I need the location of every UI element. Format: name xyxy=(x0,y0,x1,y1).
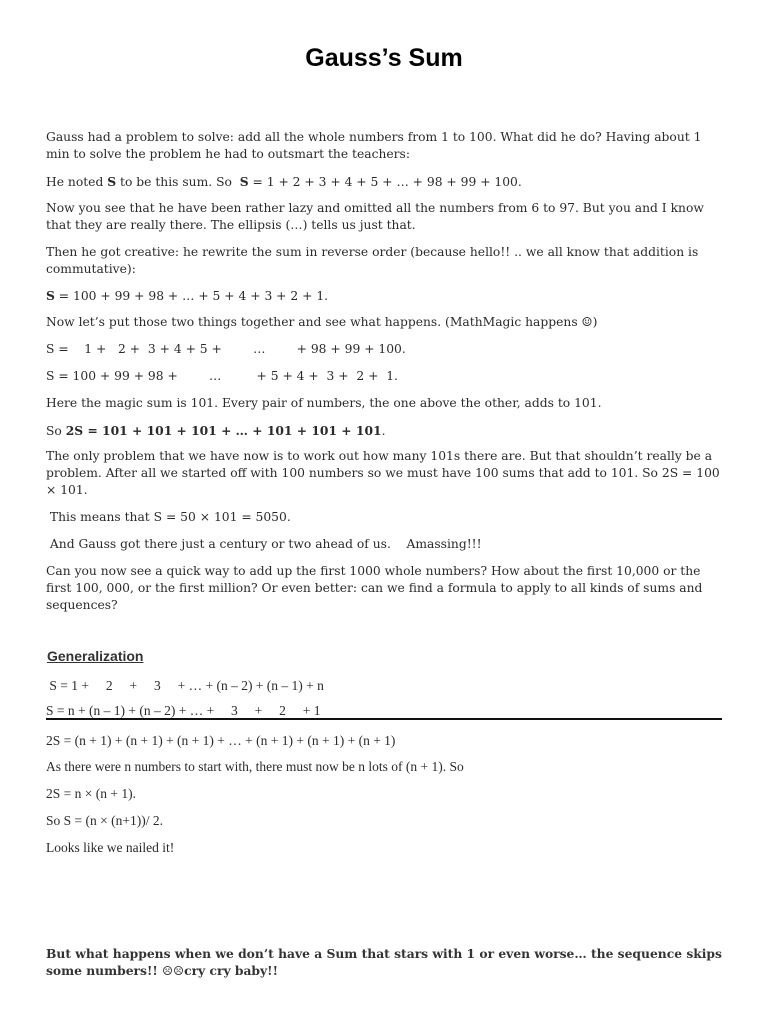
page-title: Gauss’s Sum xyxy=(305,44,463,72)
noted-prefix: He noted xyxy=(46,175,108,189)
problem-paragraph: The only problem that we have now is to work out how many 101s there are. But that shouldn’t really be a problem. After all we started off with 100 numbers so we must have 100 sums that add to 101. So 2S = 100 × 101. xyxy=(46,449,720,497)
generalization-heading: Generalization xyxy=(47,648,144,664)
noted-middle: to be this sum. So xyxy=(116,175,240,189)
reverse-rest: = 100 + 99 + 98 + … + 5 + 4 + 3 + 2 + 1. xyxy=(54,289,329,303)
noted-s: S xyxy=(107,174,117,189)
means-paragraph: This means that S = 50 × 101 = 5050. xyxy=(46,510,291,524)
lazy-paragraph: Now you see that he have been rather lazy and omitted all the numbers from 6 to 97. But you and I know that they are really there. The ellipsis (…) tells us just that. xyxy=(46,201,704,232)
two-s-bold: 2S = 101 + 101 + 101 + … + 101 + 101 + 101 xyxy=(65,423,382,438)
reverse-s: S xyxy=(46,288,55,303)
two-s-formula: 2S = n × (n + 1). xyxy=(46,786,136,801)
century-paragraph: And Gauss got there just a century or two ahead of us. Amassing!!! xyxy=(46,537,482,551)
lots-paragraph: As there were n numbers to start with, there must now be n lots of (n + 1). So xyxy=(46,759,464,774)
gen-line-total: 2S = (n + 1) + (n + 1) + (n + 1) + … + (n + 1) + (n + 1) + (n + 1) xyxy=(46,733,396,748)
two-s-line xyxy=(46,422,722,440)
final-question: But what happens when we don’t have a Sum that stars with 1 or even worse… the sequence skips some numbers!! ☹☹cry cry baby!! xyxy=(46,946,722,978)
magic-paragraph: Here the magic sum is 101. Every pair of numbers, the one above the other, adds to 101. xyxy=(46,396,602,410)
noted-paragraph xyxy=(46,173,722,191)
intro-paragraph: Gauss had a problem to solve: add all the whole numbers from 1 to 100. What did he do? Having about 1 min to solve the problem he had to outsmart the teachers: xyxy=(46,130,702,161)
sum-rule xyxy=(46,718,722,720)
creative-paragraph: Then he got creative: he rewrite the sum in reverse order (because hello!! .. we all know that addition is commutative): xyxy=(46,245,699,276)
so-suffix: . xyxy=(381,424,386,438)
nailed-paragraph: Looks like we nailed it! xyxy=(46,840,175,855)
gen-line-reverse: S = n + (n – 1) + (n – 2) + … + 3 + 2 + 1 xyxy=(46,703,321,718)
sum-line-forward: S = 1 + 2 + 3 + 4 + 5 + … + 98 + 99 + 100. xyxy=(46,342,406,356)
s-formula: So S = (n × (n+1))/ 2. xyxy=(46,813,163,828)
noted-rest: = 1 + 2 + 3 + 4 + 5 + … + 98 + 99 + 100. xyxy=(248,175,522,189)
gen-line-forward: S = 1 + 2 + 3 + … + (n – 2) + (n – 1) + n xyxy=(46,678,324,693)
noted-s2: S xyxy=(239,174,249,189)
question-paragraph: Can you now see a quick way to add up the first 1000 whole numbers? How about the first 10,000 or the first 100, 000, or the first million? Or even better: can we find a formula to apply to all kinds of sums and sequences? xyxy=(46,564,703,612)
reverse-sum xyxy=(46,287,722,305)
so-prefix: So xyxy=(46,424,66,438)
together-paragraph: Now let’s put those two things together and see what happens. (MathMagic happens ☺) xyxy=(46,315,598,329)
sum-line-reverse: S = 100 + 99 + 98 + … + 5 + 4 + 3 + 2 + 1. xyxy=(46,369,398,383)
